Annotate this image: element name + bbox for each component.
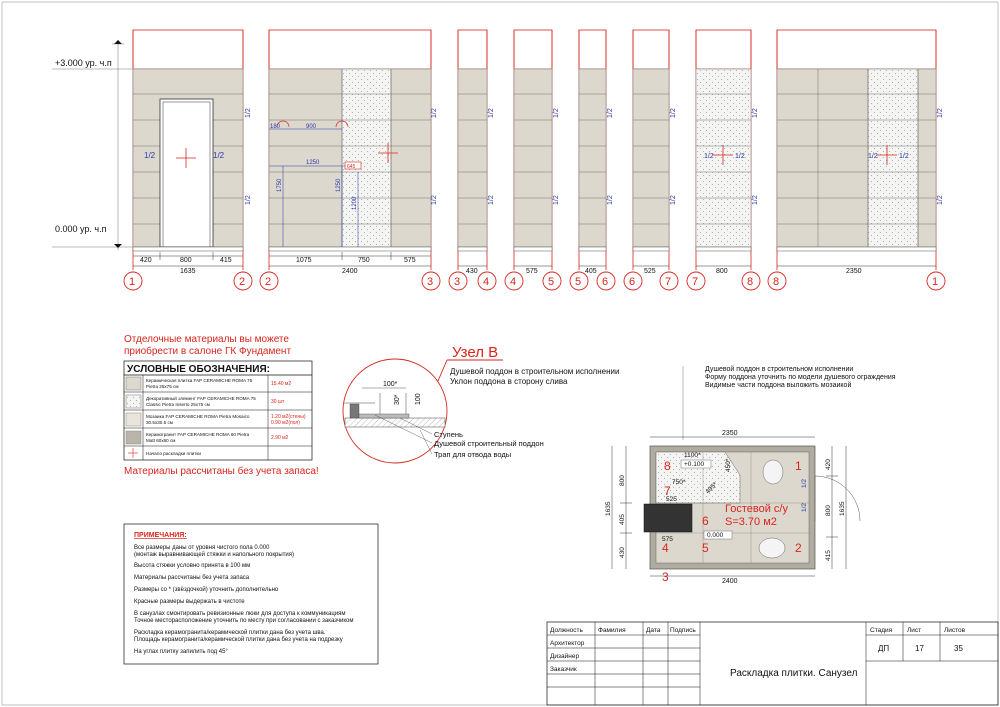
tb-role-architect: Архитектор (550, 640, 585, 647)
level-marks (52, 40, 132, 250)
note-6a: В санузлах смонтировать ревизионные люки для доступа к коммуникациям (134, 611, 346, 617)
plan-level-floor: 0.000 (707, 532, 724, 539)
plan-inner-450: 450* (725, 458, 732, 472)
dim-1075: 1075 (296, 257, 312, 264)
side-mark-1: 1/2 (245, 108, 252, 118)
dim-total: 1635 (180, 268, 196, 275)
axis-label-b: 6 (602, 276, 609, 288)
step (350, 404, 359, 418)
elevation-7-8 (687, 30, 760, 290)
plan-number-5: 5 (702, 541, 709, 555)
tb-sheets-header: Листов (944, 627, 966, 634)
tb-title: Раскладка плитки. Санузел (730, 668, 858, 679)
note-7b: Площадь керамогранита/керамической плитки дана без учета на подрезку (134, 637, 343, 643)
plan-number-1: 1 (795, 459, 802, 473)
floor-plan (605, 365, 896, 585)
plan-right-420: 420 (825, 459, 832, 470)
side-mark-2: 1/2 (752, 195, 759, 205)
elevation-6-7 (624, 30, 678, 290)
plan-left-800: 800 (619, 475, 626, 486)
tb-header-sign: Подпись (670, 627, 696, 634)
node-dim-100a: 100* (383, 381, 398, 388)
tb-header-date: Дата (646, 627, 661, 634)
tray (359, 414, 409, 418)
plan-left-total: 1635 (605, 501, 612, 516)
plan-inner-495: 495* (704, 481, 719, 496)
plan-number-3: 3 (662, 570, 669, 584)
plan-left-430: 430 (619, 547, 626, 558)
elevation-3-4 (449, 30, 496, 290)
legend-qty-4: 2.90 м2 (271, 435, 289, 441)
node-title: Узел В (452, 344, 499, 361)
node-label-tray: Душевой строительный поддон (434, 439, 544, 448)
legend-footnote: Материалы рассчитаны без учета запаса! (124, 466, 319, 477)
axis-label-a: 8 (773, 276, 780, 288)
dim-total: 800 (716, 268, 728, 275)
dim-750: 750 (358, 257, 370, 264)
start-mark-b: 1/2 (213, 151, 225, 160)
node-label-drain: Трап для отвода воды (434, 450, 512, 459)
legend-title: УСЛОВНЫЕ ОБОЗНАЧЕНИЯ: (127, 364, 270, 375)
node-desc-1: Душевой поддон в строительном исполнении (450, 367, 620, 376)
side-mark-2: 1/2 (245, 195, 252, 205)
plan-note-1: Душевой поддон в строительном исполнении (705, 366, 854, 373)
axis-label-a: 7 (692, 276, 699, 288)
axis-label-b: 1 (932, 276, 939, 288)
legend-row-1-b: Pietra 25x75 см (146, 384, 179, 389)
side-mark-2: 1/2 (670, 195, 677, 205)
plan-bottom-dim: 2400 (722, 578, 738, 585)
side-mark-2: 1/2 (553, 195, 560, 205)
inner-dim-1750: 1750 (277, 178, 283, 192)
plan-right-415: 415 (825, 550, 832, 561)
plan-number-2: 2 (795, 541, 802, 555)
plan-door-swing (815, 476, 860, 521)
side-mark-2: 1/2 (488, 195, 495, 205)
dim-415: 415 (220, 257, 232, 264)
inner-dim-1200: 1200 (352, 196, 358, 210)
tb-stage: ДП (878, 644, 890, 653)
plan-duct (644, 504, 692, 532)
title-block (547, 622, 998, 705)
dim-420: 420 (140, 257, 152, 264)
axis-label-a: 4 (510, 276, 517, 288)
axis-label-a: 2 (265, 276, 272, 288)
plan-left-405: 405 (619, 514, 626, 525)
plan-sink (759, 538, 785, 558)
tb-header-role: Должность (550, 627, 583, 634)
plan-mark-b: 1/2 (801, 502, 808, 512)
plan-note-3: Видимые части поддона выложить мозаикой (705, 382, 852, 389)
start-mark-a: 1/2 (704, 153, 714, 160)
plan-inner-525: 525 (666, 496, 677, 503)
legend-qty-3b: 0.90 м2(пол) (271, 420, 300, 426)
axis-label-a: 5 (575, 276, 582, 288)
side-mark-2: 1/2 (607, 195, 614, 205)
plan-number-7: 7 (664, 484, 671, 498)
tb-sheet: 17 (915, 644, 924, 653)
legend-row-3-a: Мозаика FAP CERAMICHE ROMA Pietra Mosaico (146, 414, 250, 419)
elevation-8-1 (768, 30, 945, 290)
legend-row-2-a: Декоративный элемент FAP CERAMICHE ROMA 75 (146, 396, 256, 401)
dim-total: 2400 (342, 268, 358, 275)
door-opening (160, 99, 213, 247)
dim-total: 575 (526, 268, 538, 275)
level-top: +3.000 ур. ч.п (55, 58, 112, 68)
inner-dim-1250b: 1250 (336, 178, 342, 192)
plan-toilet (763, 460, 783, 484)
elevation-5-6 (570, 30, 615, 290)
side-mark-1: 1/2 (670, 108, 677, 118)
dim-800: 800 (180, 257, 192, 264)
side-mark-2: 1/2 (431, 195, 438, 205)
plan-level-tray: +0.100 (684, 461, 705, 468)
plan-right-800: 800 (825, 505, 832, 516)
tb-stage-header: Стадия (870, 627, 893, 634)
start-mark-a: 1/2 (868, 153, 878, 160)
inner-dim-1250a: 1250 (306, 160, 320, 166)
plan-top-dim: 2350 (722, 430, 738, 437)
side-mark-1: 1/2 (937, 108, 944, 118)
plan-number-6: 6 (702, 514, 709, 528)
salon-line-1: Отделочные материалы вы можете (124, 334, 289, 345)
legend-qty-3a: 1.20 м2(стены) (271, 414, 306, 420)
axis-label-a: 3 (454, 276, 461, 288)
legend-row-2-b: Classic Pietra Inserto 25x75 см (146, 402, 210, 407)
notes (124, 524, 378, 664)
side-mark-1: 1/2 (553, 108, 560, 118)
notes-title: ПРИМЕЧАНИЯ: (134, 532, 187, 539)
node-dim-100b: 100 (415, 393, 422, 405)
node-desc-2: Уклон поддона в сторону слива (450, 377, 568, 386)
legend-row-4-a: Керамогранит FAP CERAMICHE ROMA 60 Pietra (146, 432, 250, 437)
legend-row-5-a: Начало раскладки плитки (146, 451, 201, 456)
plan-inner-750: 750* (672, 479, 686, 486)
legend-row-1-a: Керамическая плитка FAP CERAMICHE ROMA 75 (146, 378, 253, 383)
plan-inner-575: 575 (662, 536, 673, 543)
note-6b: Точное месторасположение уточнить по месту при согласовании с заказчиком (134, 618, 354, 624)
plan-room-area: S=3.70 м2 (725, 516, 777, 528)
axis-label-b: 3 (427, 276, 434, 288)
dim-total: 430 (466, 268, 478, 275)
elevation-4-5 (505, 30, 561, 290)
axis-label-b: 5 (548, 276, 555, 288)
tb-sheets: 35 (954, 644, 963, 653)
swatch-tile (126, 377, 141, 390)
axis-label-a: 1 (129, 276, 136, 288)
note-5: Красные размеры выдержать в чистоте (134, 599, 245, 605)
inner-dim-645: 645 (347, 164, 356, 170)
swatch-decor (126, 395, 141, 408)
dim-total: 525 (644, 268, 656, 275)
plan-inner-1100: 1100* (684, 452, 701, 459)
plan-room-name: Гостевой с/у (725, 503, 788, 515)
tb-role-client: Заказчик (550, 666, 577, 673)
tb-sheet-header: Лист (907, 627, 922, 634)
axis-label-b: 8 (747, 276, 754, 288)
axis-label-b: 7 (665, 276, 672, 288)
plan-mark-a: 1/2 (801, 478, 808, 488)
axis-label-b: 2 (239, 276, 246, 288)
swatch-porcelain (126, 431, 141, 444)
salon-note (124, 334, 291, 357)
side-mark-1: 1/2 (607, 108, 614, 118)
dim-575: 575 (404, 257, 416, 264)
elevation-2-3 (260, 30, 440, 290)
swatch-mosaic (126, 413, 141, 426)
inner-dim-900: 900 (306, 124, 317, 130)
note-7a: Раскладка керамогранита/керамической плитки дана без учета шва. (134, 630, 326, 636)
side-mark-1: 1/2 (488, 108, 495, 118)
dim-total: 2350 (846, 268, 862, 275)
dim-total: 405 (585, 268, 597, 275)
note-8: На углах плитку запилить под 45° (134, 649, 228, 655)
note-2: Высота стяжки условно принята в 100 мм (134, 563, 251, 569)
side-mark-1: 1/2 (752, 108, 759, 118)
legend-row-4-b: Matt 60x60 см (146, 438, 176, 443)
legend (124, 361, 319, 477)
plan-note-2: Форму поддона уточнить по модели душевого ограждения (705, 374, 896, 381)
side-mark-1: 1/2 (431, 108, 438, 118)
tb-header-name: Фамилия (598, 627, 626, 634)
side-mark-2: 1/2 (937, 195, 944, 205)
note-1b: (монтаж выравнивающей стяжки и напольного покрытия) (134, 552, 295, 558)
plan-number-4: 4 (662, 541, 669, 555)
start-mark-a: 1/2 (144, 151, 156, 160)
legend-qty-1: 15.40 м2 (271, 381, 292, 387)
slab (345, 418, 445, 427)
node-dim-30: 30* (394, 394, 401, 405)
plan-number-8: 8 (664, 459, 671, 473)
legend-qty-2: 30 шт (271, 399, 285, 405)
mosaic-strip (342, 69, 391, 247)
note-4: Размеры со * (звёздочкой) уточнить дополнительно (134, 587, 279, 593)
salon-line-2: приобрести в салоне ГК Фундамент (124, 346, 292, 357)
legend-row-3-b: 30.5x30.5 см (146, 420, 173, 425)
level-bottom: 0.000 ур. ч.п (55, 224, 107, 234)
start-mark-b: 1/2 (735, 153, 745, 160)
tb-role-designer: Дизайнер (550, 653, 580, 660)
node-detail (343, 344, 619, 463)
elevation-1-2 (124, 30, 252, 290)
inner-dim-180: 180 (270, 124, 281, 130)
start-mark-b: 1/2 (899, 153, 909, 160)
axis-label-b: 4 (483, 276, 490, 288)
node-label-step: Ступень (434, 430, 463, 439)
note-3: Материалы рассчитаны без учета запаса (134, 575, 250, 581)
plan-right-total: 1635 (839, 501, 846, 516)
axis-label-a: 6 (629, 276, 636, 288)
note-1a: Все размеры даны от уровня чистого пола 0.000 (134, 545, 270, 551)
